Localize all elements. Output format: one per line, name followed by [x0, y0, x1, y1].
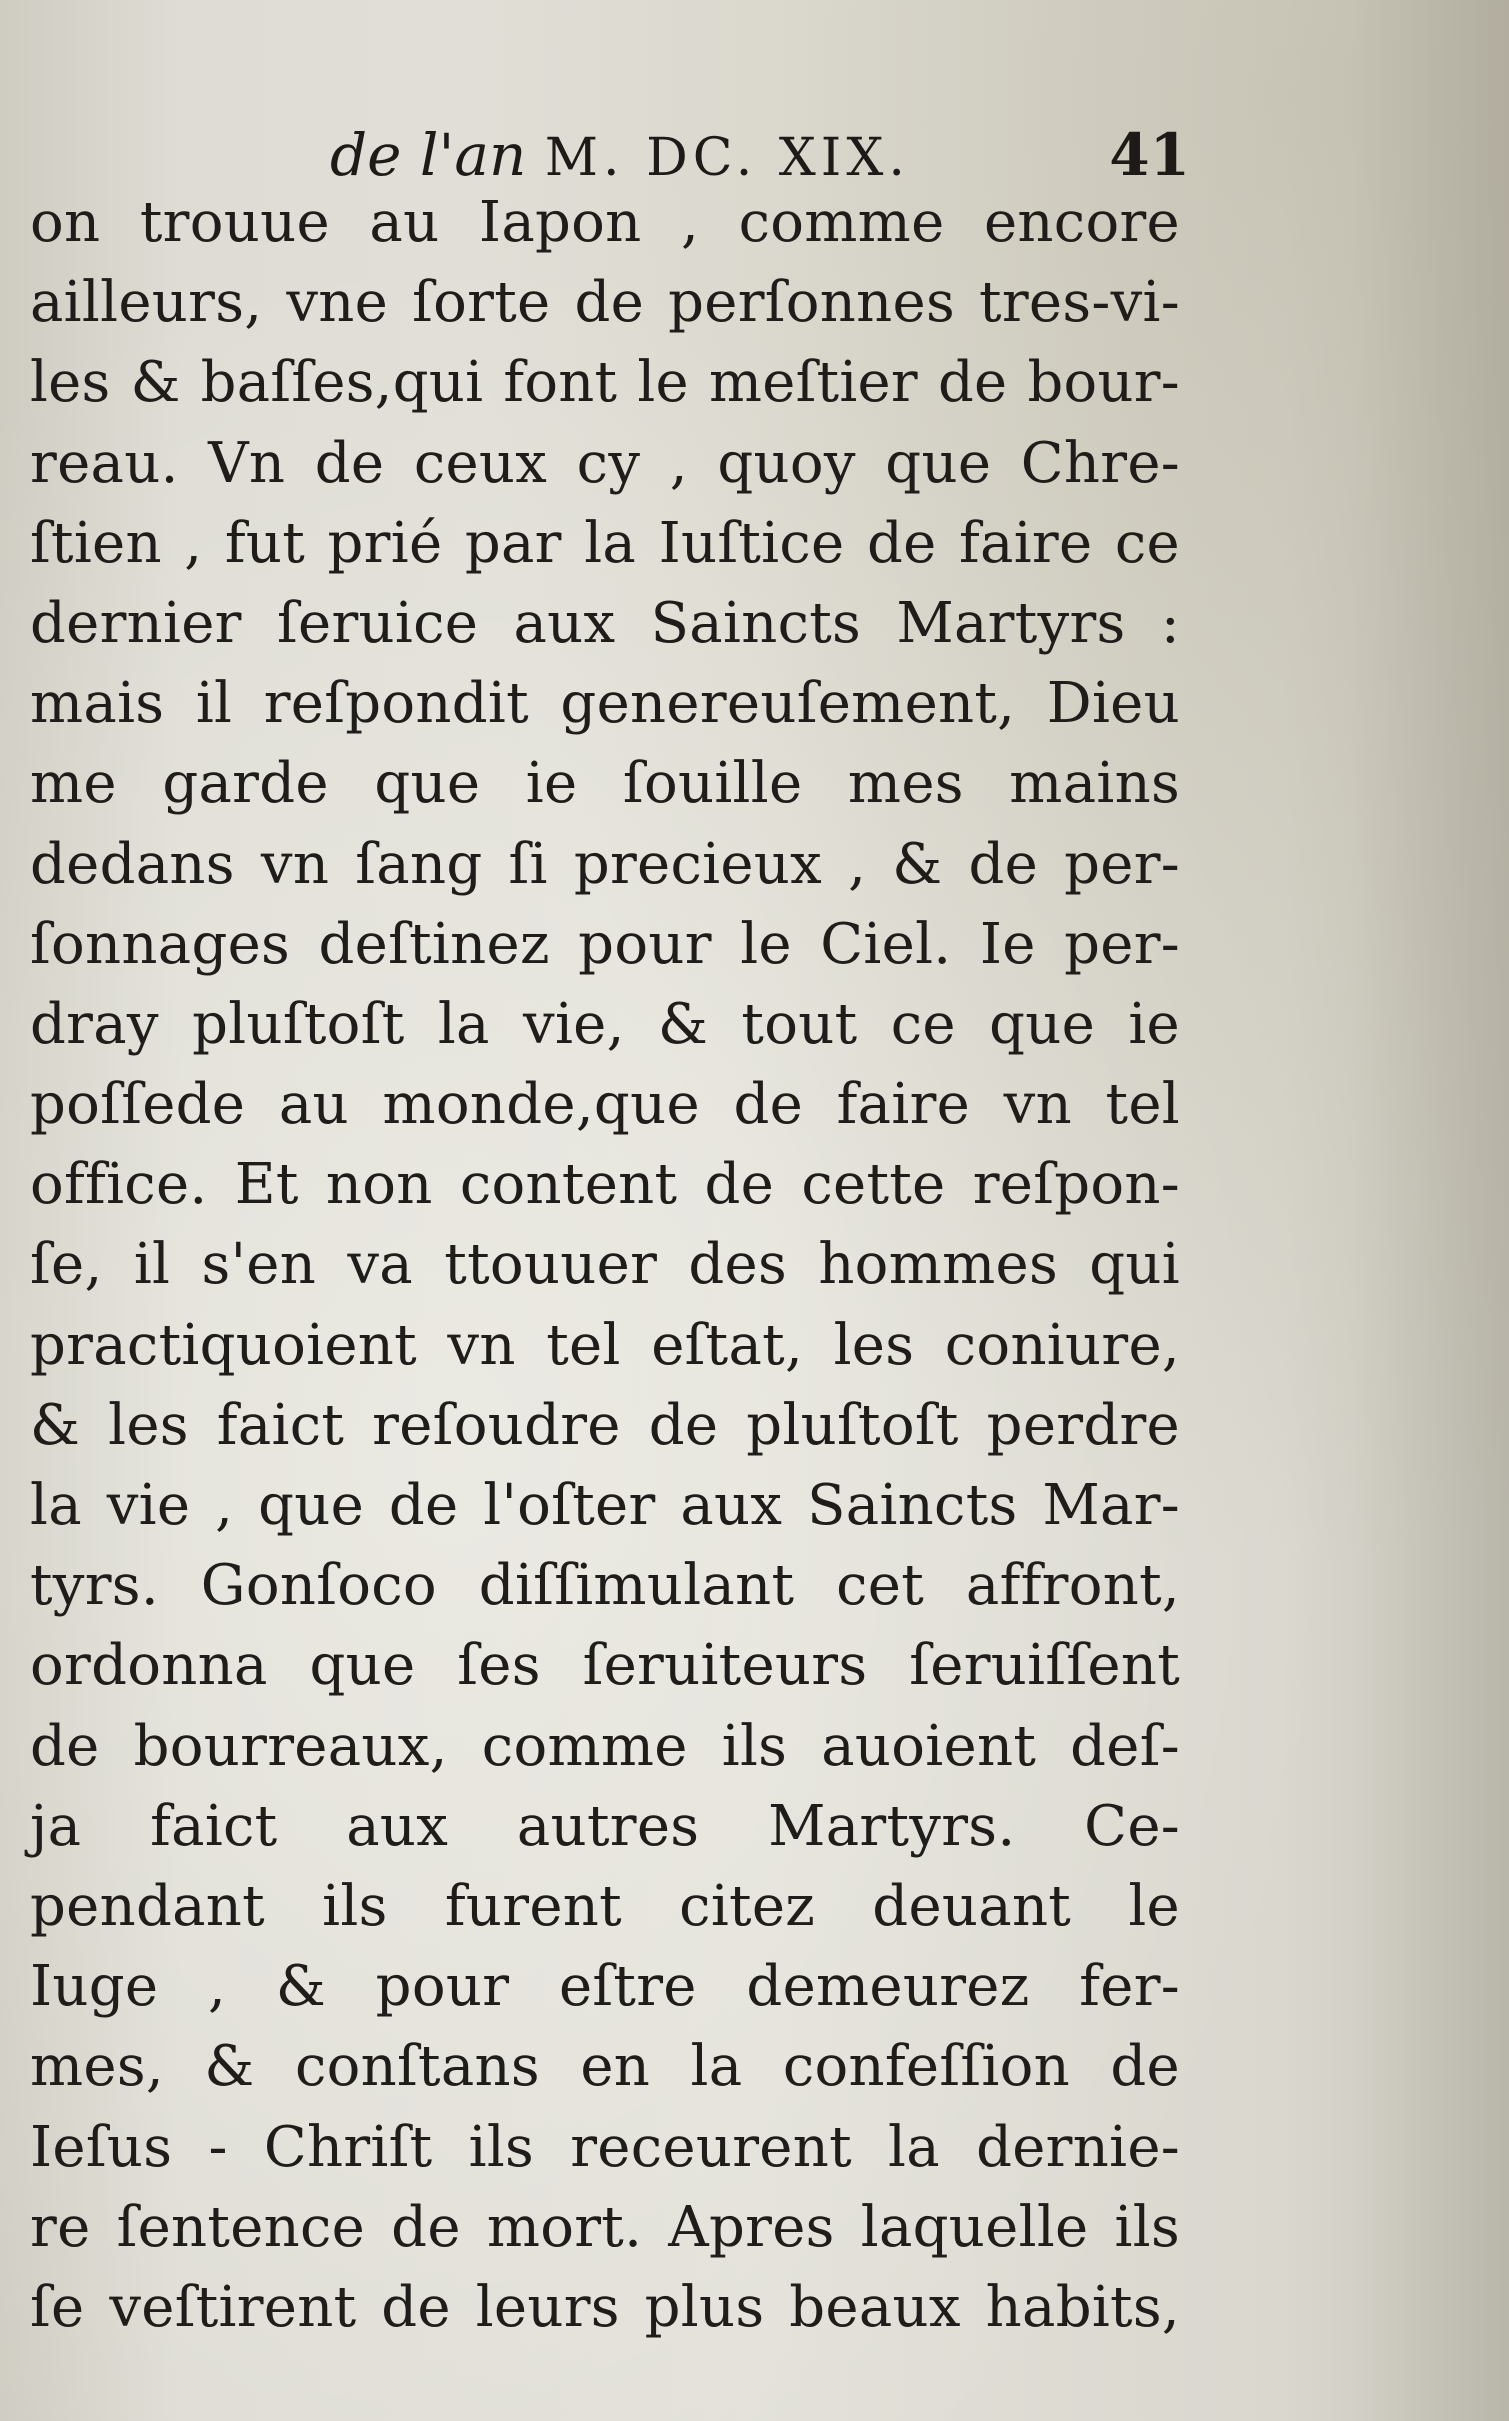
text-line: Ieſus - Chriſt ils receurent la dernie- [30, 2114, 1180, 2180]
text-line: office. Et non content de cette reſpon- [30, 1152, 1180, 1218]
text-line: practiquoient vn tel eſtat, les coniure, [30, 1312, 1180, 1378]
text-line: la vie , que de l'oſter aux Saincts Mar- [30, 1473, 1180, 1538]
page-curve-shadow [1349, 0, 1509, 2421]
text-line: mais il reſpondit genereuſement, Dieu [30, 671, 1180, 737]
text-line: dernier ſeruice aux Saincts Martyrs : [30, 590, 1180, 656]
text-line: on trouue au Iapon , comme encore [30, 190, 1180, 255]
text-line: me garde que ie ſouille mes mains [30, 751, 1180, 817]
text-line: Iuge , & pour eſtre demeurez fer- [30, 1954, 1180, 2020]
running-head-prefix: de l'an [330, 121, 527, 189]
text-line: re ſentence de mort. Apres laquelle ils [30, 2194, 1180, 2260]
text-line: ſtien , fut prié par la Iuſtice de faire ce [30, 510, 1180, 576]
text-line: dray pluſtoſt la vie, & tout ce que ie [30, 991, 1180, 1057]
text-line: de bourreaux, comme ils auoient deſ- [30, 1713, 1180, 1779]
text-line: ailleurs, vne ſorte de perſonnes tres-vi- [30, 270, 1180, 336]
text-line: ordonna que ſes ſeruiteurs ſeruiſſent [30, 1633, 1180, 1699]
text-line: pendant ils furent citez deuant le [30, 1873, 1180, 1939]
page-number: 41 [1109, 121, 1190, 189]
running-head-year: M. DC. XIX. [544, 128, 910, 188]
text-line: poſſede au monde,que de faire vn tel [30, 1072, 1180, 1138]
text-line: ja faict aux autres Martyrs. Ce- [30, 1793, 1180, 1859]
text-line: ſe veſtirent de leurs plus beaux habits, [30, 2274, 1180, 2340]
text-line: tyrs. Gonſoco diſſimulant cet affront, [30, 1553, 1180, 1619]
text-line: & les faict reſoudre de pluſtoſt perdre [30, 1392, 1180, 1458]
text-line: reau. Vn de ceux cy , quoy que Chre- [30, 430, 1180, 496]
body-text [30, 183, 1180, 2348]
text-line: ſe, il s'en va ttouuer des hommes qui [30, 1232, 1180, 1298]
text-line: ſonnages deſtinez pour le Ciel. Ie per- [30, 911, 1180, 977]
text-line: dedans vn ſang ſi precieux , & de per- [30, 831, 1180, 897]
text-line: les & baſſes,qui font le meſtier de bour- [30, 350, 1180, 416]
text-line: mes, & conſtans en la confeſſion de [30, 2034, 1180, 2100]
